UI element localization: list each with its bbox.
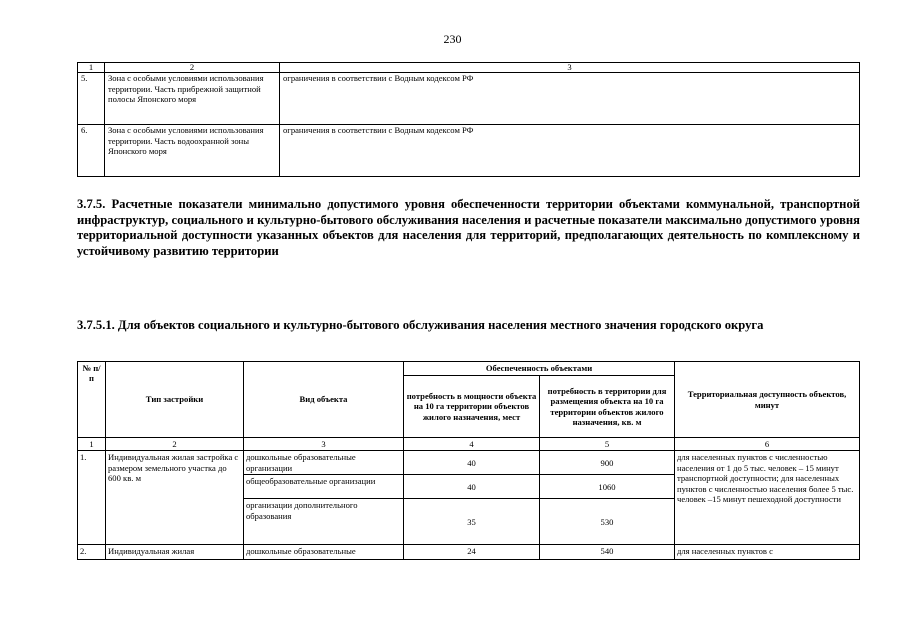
column-number: 6 (675, 438, 860, 451)
object-text: дошкольные образовательные (246, 546, 356, 557)
restrictions-table (77, 62, 860, 177)
column-number: 3 (244, 438, 404, 451)
object-cell: дошкольные образовательные организации (244, 451, 404, 475)
column-number: 1 (78, 438, 106, 451)
area-cell (540, 545, 675, 560)
table-header-row (78, 362, 860, 376)
accessibility-cell (675, 545, 860, 560)
capacity-text: 24 (467, 546, 476, 557)
restriction-cell: ограничения в соответствии с Водным кодексом РФ (280, 73, 860, 125)
column-numbers-row (78, 438, 860, 451)
header-provision-group: Обеспеченность объектами (404, 362, 675, 376)
area-text: 540 (600, 546, 614, 557)
header-capacity: потребность в мощности объекта на 10 га территории объектов жилого назначения, мест (404, 376, 540, 438)
page-number: 230 (443, 32, 462, 46)
row-number: 6. (78, 125, 105, 177)
column-number: 2 (106, 438, 244, 451)
header-cell: 3 (280, 63, 860, 73)
column-number: 5 (540, 438, 675, 451)
zone-cell: Зона с особыми условиями использования территории. Часть водоохранной зоны Японского моря (105, 125, 280, 177)
table-row (78, 125, 860, 177)
table-header-row (78, 63, 860, 73)
section-heading: 3.7.5. Расчетные показатели минимально допустимого уровня обеспеченности территории объектами коммунальной, транспортной инфраструктур, социального и культурно-бытового обслуживания населения и расчетные показатели максимально допустимого уровня территориальной доступности указанных объектов для населения для территорий, предполагающих деятельность по комплексному и устойчивому развитию территории (77, 197, 860, 258)
object-cell: организации дополнительного образования (244, 499, 404, 545)
row-number-text: 2. (80, 546, 87, 557)
capacity-cell: 40 (404, 451, 540, 475)
header-cell: 2 (105, 63, 280, 73)
row-number (78, 545, 106, 560)
object-cell: общеобразовательные организации (244, 475, 404, 499)
header-object-type: Вид объекта (244, 362, 404, 438)
restriction-cell: ограничения в соответствии с Водным кодексом РФ (280, 125, 860, 177)
area-cell: 900 (540, 451, 675, 475)
row-number: 1. (78, 451, 106, 545)
table-row (78, 451, 860, 475)
capacity-cell (404, 545, 540, 560)
building-type-cell: Индивидуальная жилая застройка с размером земельного участка до 600 кв. м (106, 451, 244, 545)
accessibility-cell: для населенных пунктов с численностью населения от 1 до 5 тыс. человек – 15 минут транспортной доступности; для населенных пунктов с численностью населения более 5 тыс. человек –15 минут пешеходной доступности (675, 451, 860, 545)
table-row (78, 73, 860, 125)
capacity-cell: 35 (404, 499, 540, 545)
header-accessibility: Территориальная доступность объектов, минут (675, 362, 860, 438)
column-number: 4 (404, 438, 540, 451)
building-type-text: Индивидуальная жилая (108, 546, 195, 557)
header-building-type: Тип застройки (106, 362, 244, 438)
row-number: 5. (78, 73, 105, 125)
header-number: № п/п (78, 362, 106, 438)
building-type-cell (106, 545, 244, 560)
capacity-cell: 40 (404, 475, 540, 499)
social-objects-table (77, 361, 860, 560)
area-cell: 530 (540, 499, 675, 545)
area-cell: 1060 (540, 475, 675, 499)
zone-cell: Зона с особыми условиями использования территории. Часть прибрежной защитной полосы Японского моря (105, 73, 280, 125)
header-area: потребность в территории для размещения объекта на 10 га территории объектов жилого назначения, кв. м (540, 376, 675, 438)
object-cell (244, 545, 404, 560)
header-cell: 1 (78, 63, 105, 73)
subsection-heading: 3.7.5.1. Для объектов социального и культурно-бытового обслуживания населения местного значения городского округа (77, 318, 764, 332)
accessibility-text: для населенных пунктов с (677, 546, 773, 557)
table-row (78, 545, 860, 560)
